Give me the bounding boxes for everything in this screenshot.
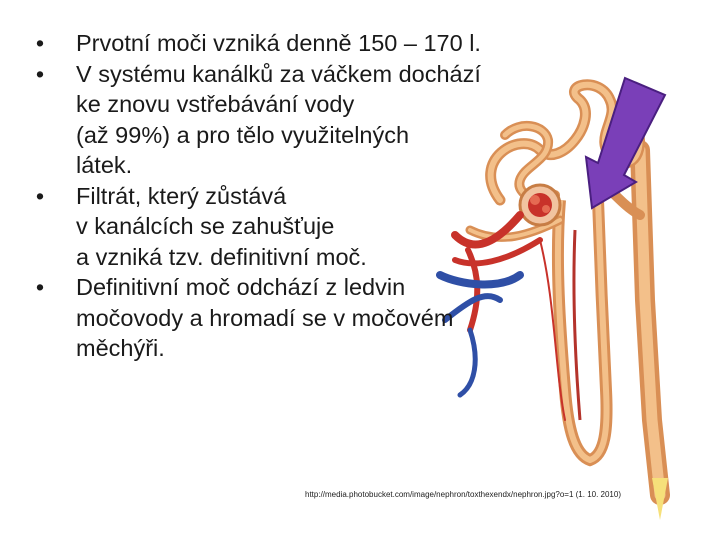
bullet-dot: • xyxy=(35,182,45,209)
bullet-line: Prvotní moči vzniká denně 150 – 170 l. xyxy=(76,30,481,56)
bullet-line: Definitivní moč odchází z ledvin xyxy=(76,274,406,300)
bullet-line: látek. xyxy=(76,152,133,178)
bullet-item xyxy=(30,59,610,181)
bullet-line: močovody a hromadí se v močovém xyxy=(76,304,454,331)
bullet-line: (až 99%) a pro tělo využitelných xyxy=(76,121,410,148)
bullet-list xyxy=(30,28,610,364)
bullet-line: ke znovu vstřebávání vody xyxy=(76,91,355,117)
bullet-dot: • xyxy=(35,30,45,56)
bullet-item xyxy=(30,28,610,59)
bullet-line: Filtrát, který zůstává xyxy=(76,182,287,209)
bullet-dot: • xyxy=(35,274,45,300)
bullet-line: v kanálcích se zahušťuje xyxy=(76,213,335,239)
collecting-duct xyxy=(610,150,668,520)
bullet-line: měchýři. xyxy=(76,335,165,361)
bullet-item xyxy=(30,181,610,273)
bullet-item xyxy=(30,272,610,364)
bullet-dot: • xyxy=(35,60,45,87)
bullet-line: a vzniká tzv. definitivní moč. xyxy=(76,243,367,270)
bullet-line: V systému kanálků za váčkem dochází xyxy=(76,60,481,87)
image-source-link: http://media.photobucket.com/image/nephron/toxthexendx/nephron.jpg?o=1 (1. 10. 2010) xyxy=(305,490,621,499)
